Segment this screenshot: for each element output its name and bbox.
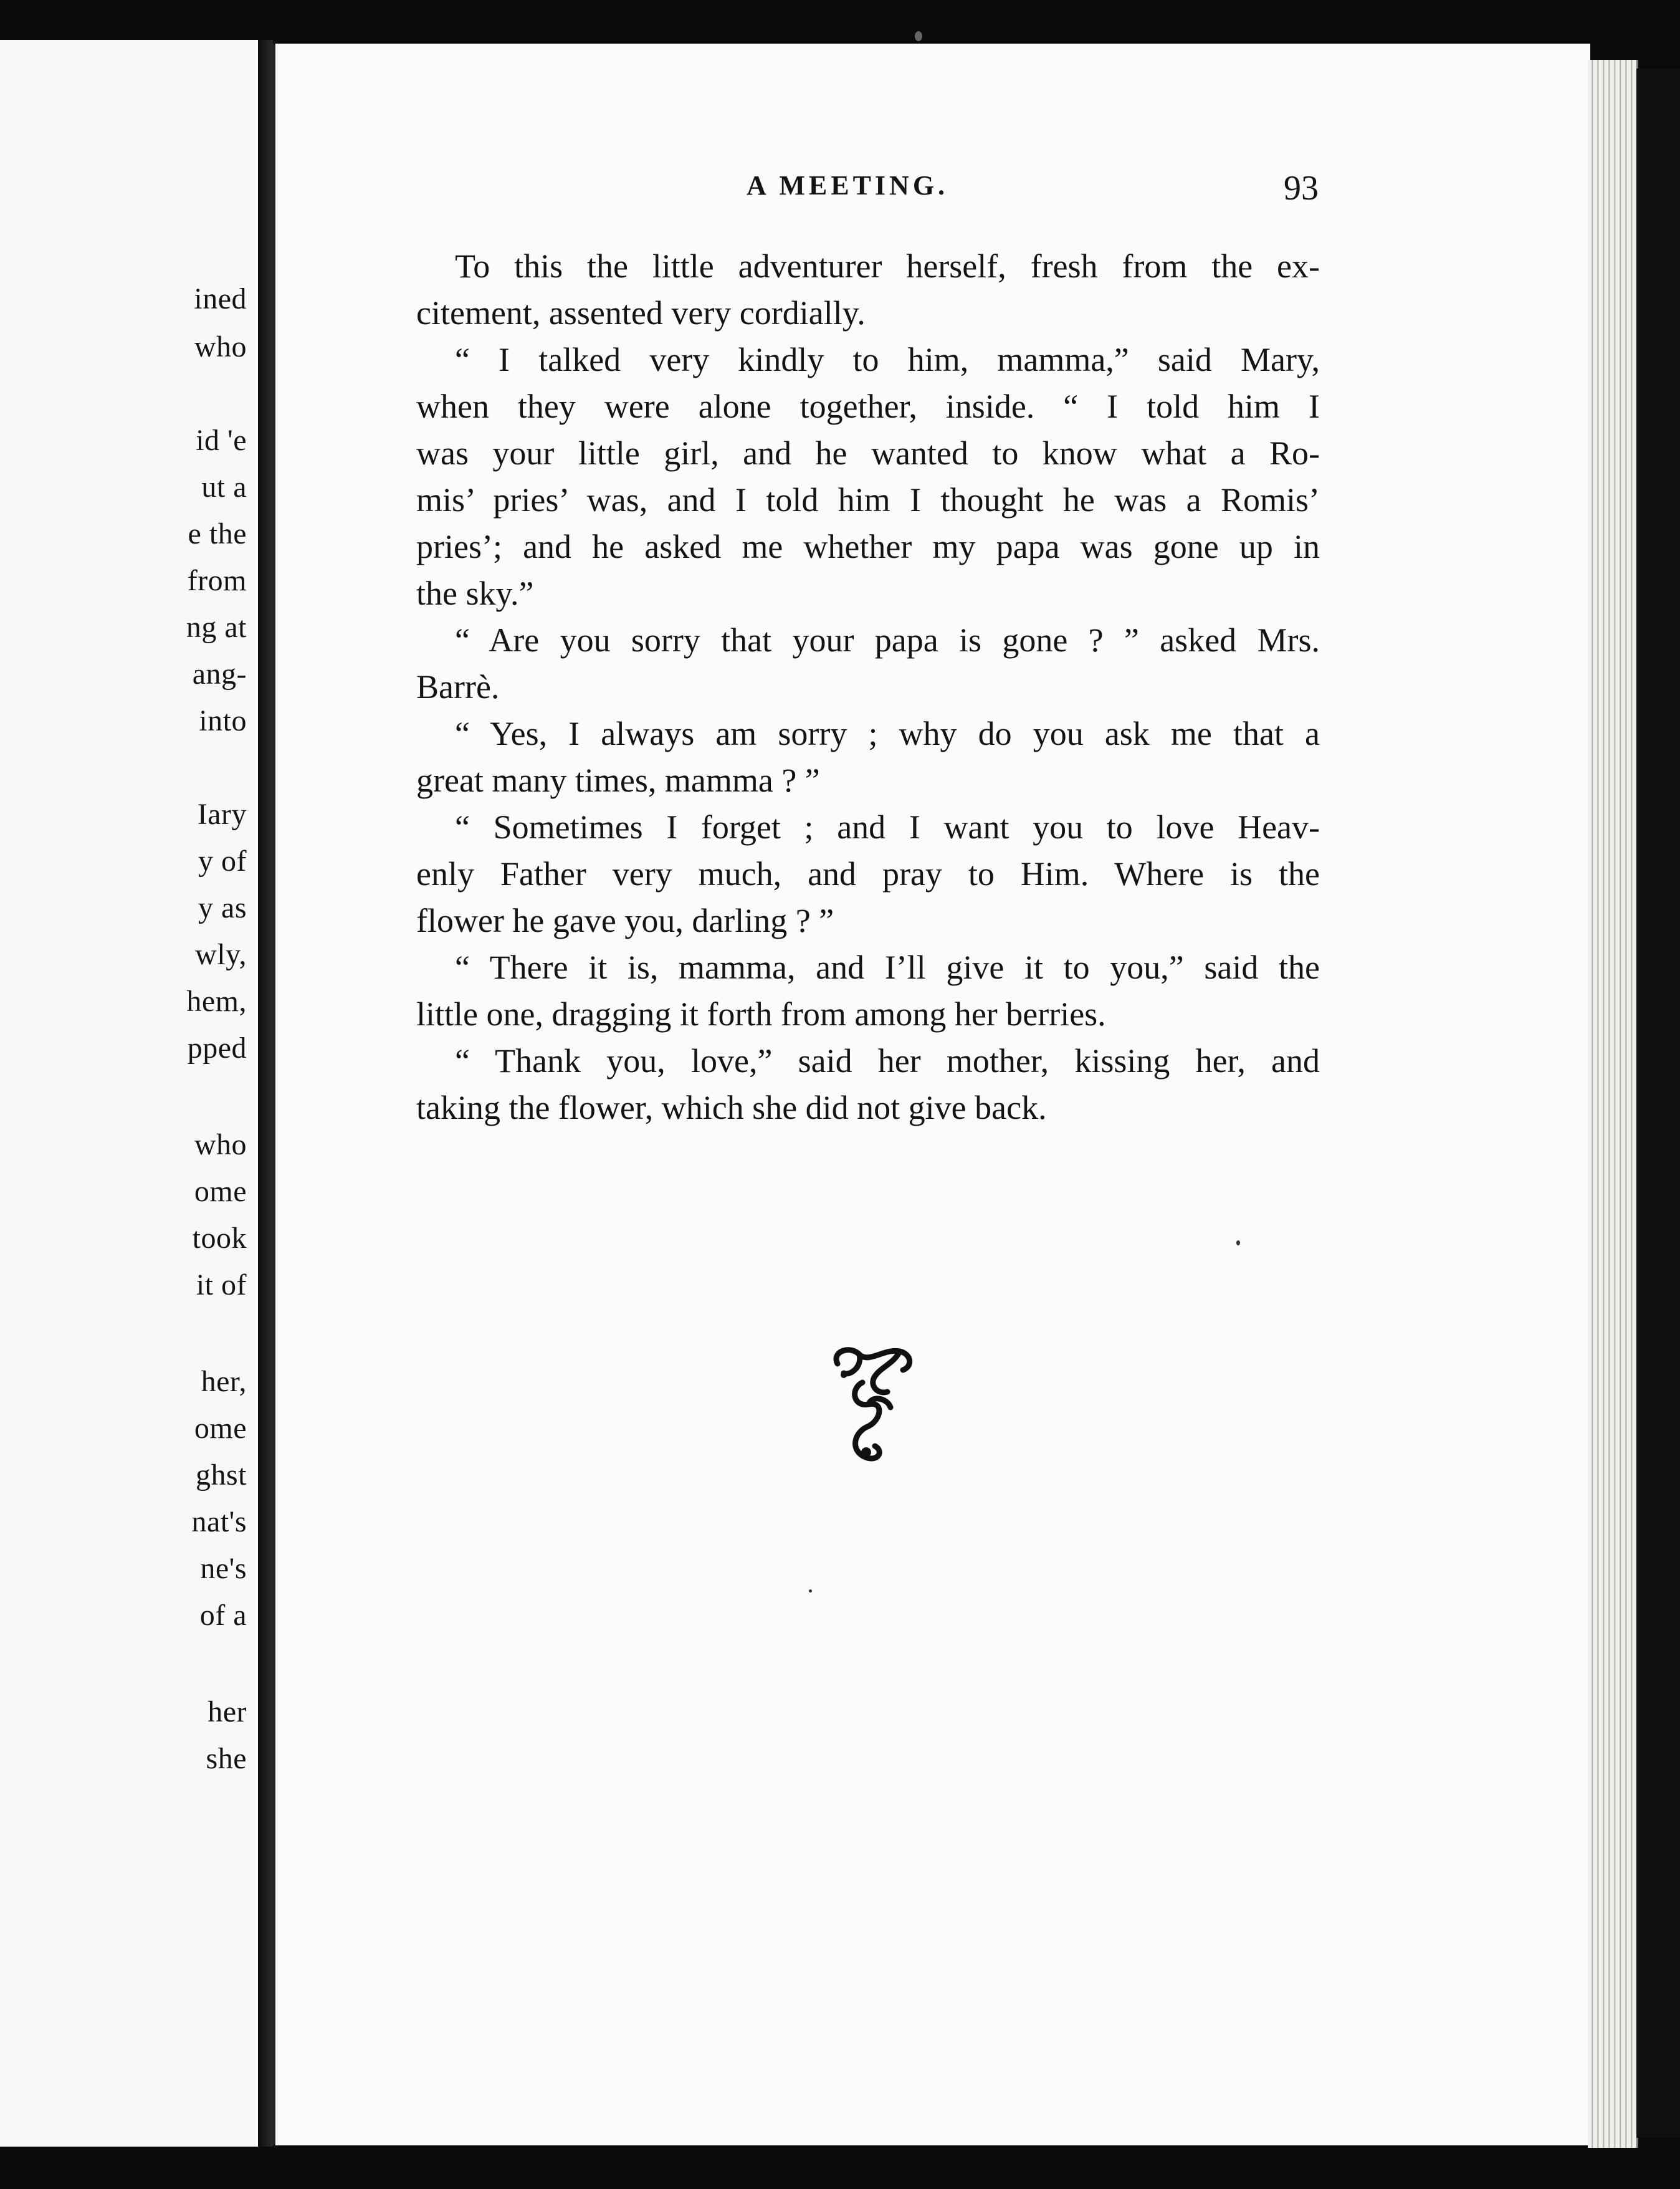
left-page-fragment: ang-: [192, 658, 247, 691]
left-page-fragment: nat's: [191, 1505, 247, 1538]
left-page-fragment: pped: [187, 1032, 247, 1065]
text-line: To this the little adventurer herself, fresh from the ex-: [455, 247, 1320, 285]
left-page-fragment: e the: [188, 517, 247, 550]
left-page-fragment: it of: [196, 1268, 247, 1301]
text-line: “ Are you sorry that your papa is gone ? ” asked Mrs.: [455, 621, 1320, 659]
left-facing-page: [0, 40, 264, 2147]
text-line: Barrè.: [416, 668, 500, 706]
text-line: the sky.”: [416, 575, 534, 612]
page-number: 93: [1284, 169, 1319, 208]
left-page-fragment: her,: [201, 1365, 247, 1398]
text-line: flower he gave you, darling ? ”: [416, 902, 834, 939]
text-line: “ I talked very kindly to him, mamma,” said Mary,: [455, 341, 1320, 378]
left-page-fragment: took: [192, 1222, 247, 1255]
left-page-fragment: who: [194, 330, 247, 363]
text-line: mis’ pries’ was, and I told him I thought he was a Romis’: [416, 481, 1320, 519]
page-edges: [1588, 60, 1638, 2148]
left-page-fragment: id 'e: [196, 424, 247, 457]
left-page-fragment: ut a: [201, 471, 247, 504]
left-page-fragment: ome: [194, 1412, 247, 1445]
left-page-fragment: who: [194, 1128, 247, 1161]
left-page-fragment: ng at: [186, 611, 247, 644]
text-line: little one, dragging it forth from among her berries.: [416, 995, 1106, 1033]
left-page-fragment: her: [208, 1695, 247, 1728]
text-line: great many times, mamma ? ”: [416, 762, 820, 799]
book-gutter: [258, 40, 273, 2147]
text-line: was your little girl, and he wanted to know what a Ro-: [416, 434, 1320, 472]
text-line: pries’; and he asked me whether my papa was gone up in: [416, 528, 1320, 565]
text-line: “ Thank you, love,” said her mother, kissing her, and: [455, 1042, 1320, 1080]
paper-speck: [1236, 1240, 1240, 1245]
paper-speck: [809, 1589, 812, 1593]
left-page-fragment: y of: [198, 845, 247, 878]
fleuron-ornament-icon: [825, 1339, 919, 1470]
running-head: A MEETING.: [747, 170, 949, 201]
left-page-fragment: from: [187, 564, 247, 597]
text-line: citement, assented very cordially.: [416, 294, 866, 332]
text-line: “ There it is, mamma, and I’ll give it to you,” said the: [455, 949, 1320, 986]
left-page-fragment: hem,: [186, 985, 247, 1018]
left-page-fragment: ome: [194, 1175, 247, 1208]
left-page-fragment: ined: [194, 282, 247, 315]
paper-speck: [915, 31, 922, 41]
left-page-fragment: ne's: [200, 1552, 247, 1585]
left-page-fragment: wly,: [195, 938, 247, 971]
left-page-fragment: she: [206, 1742, 247, 1775]
text-line: “ Yes, I always am sorry ; why do you ask me that a: [455, 715, 1320, 752]
left-page-fragment: of a: [199, 1599, 247, 1632]
text-line: “ Sometimes I forget ; and I want you to love Heav-: [455, 808, 1320, 846]
left-page-fragment: y as: [198, 891, 247, 924]
book-cover-edge: [1636, 69, 1680, 2138]
left-page-fragment: ghst: [195, 1459, 247, 1492]
left-page-fragment: into: [199, 704, 247, 737]
text-line: taking the flower, which she did not give back.: [416, 1089, 1047, 1126]
text-line: enly Father very much, and pray to Him. Where is the: [416, 855, 1320, 893]
body-text: [416, 243, 1320, 1131]
left-page-fragment: Iary: [197, 798, 247, 831]
text-line: when they were alone together, inside. “ I told him I: [416, 388, 1320, 425]
